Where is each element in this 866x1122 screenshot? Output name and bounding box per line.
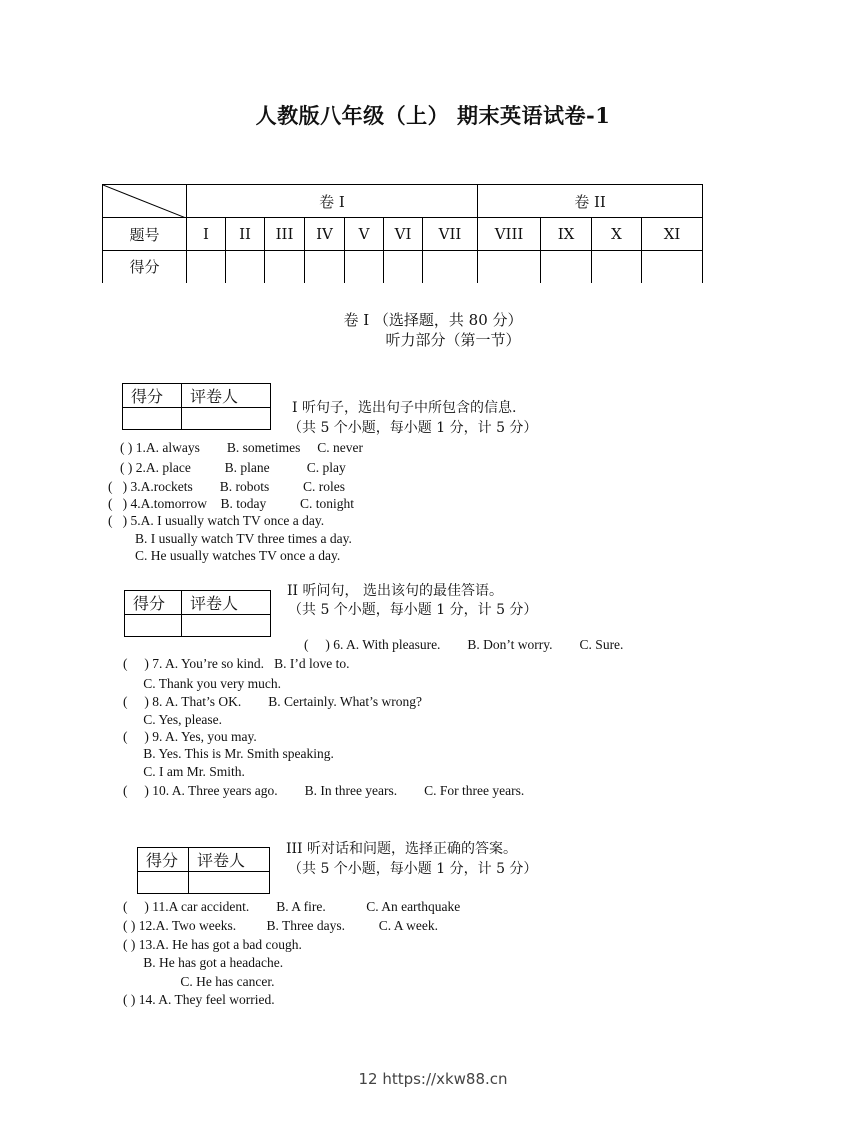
question-line: C. Yes, please. (123, 712, 223, 727)
section-header-line2: 听力部分（第一节） (385, 331, 521, 349)
score-cell[interactable] (384, 251, 423, 283)
grader-name-cell[interactable] (182, 408, 271, 430)
grader-name-cell[interactable] (189, 872, 270, 894)
question-line: ( ) 1.A. always B. sometimes C. never (120, 440, 363, 455)
score-cell[interactable] (541, 251, 592, 283)
grader-box-2 (124, 590, 271, 637)
col-header: XI (642, 218, 703, 251)
score-cell[interactable] (265, 251, 305, 283)
score-cell[interactable] (187, 251, 226, 283)
question-line: ( ) 5.A. I usually watch TV once a day. (108, 513, 325, 528)
grader-name-label: 评卷人 (189, 848, 270, 872)
question-line: C. I am Mr. Smith. (123, 764, 245, 779)
question-line: B. Yes. This is Mr. Smith speaking. (123, 746, 334, 761)
grader-score-cell[interactable] (123, 408, 182, 430)
col-header: V (345, 218, 384, 251)
question-line: C. He usually watches TV once a day. (108, 548, 341, 563)
col-header: VII (423, 218, 478, 251)
part2-scoring: （共 5 个小题，每小题 1 分，计 5 分） (288, 602, 538, 618)
score-cell[interactable] (345, 251, 384, 283)
part3-instruction: III 听对话和问题，选择正确的答案。 (286, 841, 518, 857)
part1-instruction: I 听句子，选出句子中所包含的信息. (292, 400, 517, 416)
score-cell[interactable] (305, 251, 345, 283)
part3-scoring: （共 5 个小题，每小题 1 分，计 5 分） (288, 861, 538, 877)
score-table (102, 184, 703, 283)
score-cell[interactable] (478, 251, 541, 283)
part1-scoring: （共 5 个小题，每小题 1 分，计 5 分） (288, 420, 538, 436)
question-line: ( ) 12.A. Two weeks. B. Three days. C. A week. (123, 918, 439, 933)
col-header: III (265, 218, 305, 251)
group-juan-2: 卷 II (478, 185, 703, 218)
grader-name-cell[interactable] (182, 615, 271, 637)
grader-name-label: 评卷人 (182, 591, 271, 615)
question-line: B. I usually watch TV three times a day. (108, 531, 352, 546)
score-cell[interactable] (423, 251, 478, 283)
score-cell[interactable] (226, 251, 265, 283)
question-line: ( ) 2.A. place B. plane C. play (120, 460, 346, 475)
score-cell[interactable] (642, 251, 703, 283)
grader-box-3 (137, 847, 270, 894)
grader-score-label: 得分 (138, 848, 189, 872)
col-header: X (592, 218, 642, 251)
question-line: C. He has cancer. (123, 974, 275, 989)
score-cell[interactable] (592, 251, 642, 283)
col-header: IX (541, 218, 592, 251)
grader-name-label: 评卷人 (182, 384, 271, 408)
question-line: ( ) 11.A car accident. B. A fire. C. An earthquake (123, 899, 461, 914)
row-label-defen: 得分 (103, 251, 187, 283)
col-header: IV (305, 218, 345, 251)
grader-score-label: 得分 (123, 384, 182, 408)
question-line: ( ) 9. A. Yes, you may. (123, 729, 257, 744)
question-line: ( ) 3.A.rockets B. robots C. roles (108, 479, 345, 494)
section-header-line1: 卷 I （选择题，共 80 分） (343, 311, 523, 329)
col-header: VIII (478, 218, 541, 251)
part2-instruction: II 听问句， 选出该句的最佳答语。 (287, 583, 503, 599)
question-line: ( ) 6. A. With pleasure. B. Don’t worry. C. Sure. (304, 637, 624, 652)
diagonal-line (103, 185, 186, 218)
col-header: II (226, 218, 265, 251)
document-title: 人教版八年级（上） 期末英语试卷-1 (255, 103, 611, 128)
group-juan-1: 卷 I (187, 185, 478, 218)
question-line: B. He has got a headache. (123, 955, 284, 970)
page-footer: 12 https://xkw88.cn (358, 1070, 508, 1088)
row-label-tihao: 题号 (103, 218, 187, 251)
question-line: ( ) 8. A. That’s OK. B. Certainly. What’s wrong? (123, 694, 422, 709)
grader-score-cell[interactable] (125, 615, 182, 637)
question-line: ( ) 10. A. Three years ago. B. In three years. C. For three years. (123, 783, 525, 798)
diagonal-header-cell (103, 185, 187, 218)
col-header: I (187, 218, 226, 251)
col-header: VI (384, 218, 423, 251)
question-line: ( ) 13.A. He has got a bad cough. (123, 937, 302, 952)
question-line: ( ) 7. A. You’re so kind. B. I’d love to. (123, 656, 350, 671)
question-line: ( ) 4.A.tomorrow B. today C. tonight (108, 496, 354, 511)
question-line: ( ) 14. A. They feel worried. (123, 992, 275, 1007)
question-line: C. Thank you very much. (123, 676, 281, 691)
grader-score-label: 得分 (125, 591, 182, 615)
grader-box-1 (122, 383, 271, 430)
grader-score-cell[interactable] (138, 872, 189, 894)
